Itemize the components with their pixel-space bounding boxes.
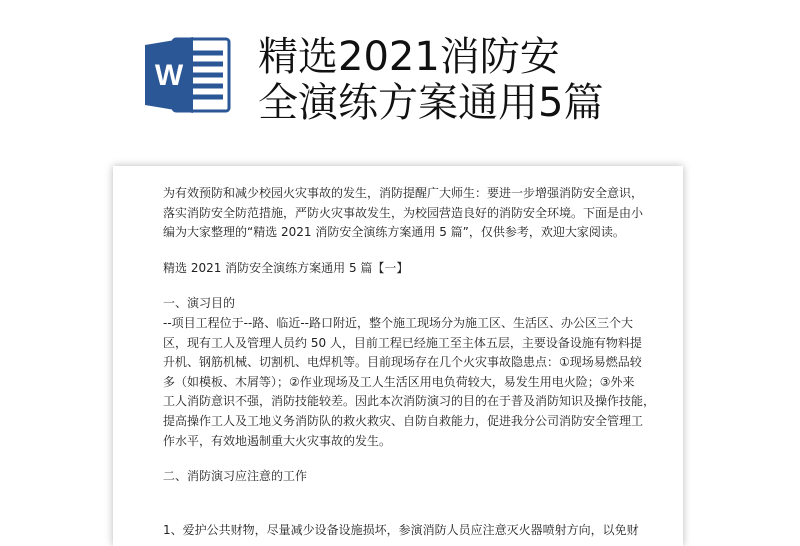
heading-2: 二、消防演习应注意的工作 <box>163 469 308 484</box>
intro-line: 为有效预防和减少校园火灾事故的发生，消防提醒广大师生：要进一步增强消防安全意识， <box>163 186 644 200</box>
para-line: 区，现有工人及管理人员约 50 人，目前工程已经施工至主体五层，主要设备设施有物料提 <box>163 335 642 350</box>
intro-line: 落实消防安全防范措施，严防火灾事故发生，为校园营造良好的消防安全环境。下面是由小 <box>163 205 644 220</box>
section-title: 精选 2021 消防安全演练方案通用 5 篇【一】 <box>163 260 409 275</box>
para-line: 作水平，有效地遏制重大火灾事故的发生。 <box>163 433 392 448</box>
para-line: --项目工程位于--路、临近--路口附近，整个施工现场分为施工区、生活区、办公区三个大 <box>163 315 633 330</box>
document-page <box>113 166 683 546</box>
document-content <box>163 184 656 540</box>
title-line: 精选2021消防安 <box>258 34 560 80</box>
word-document-icon <box>143 33 233 117</box>
intro-line: 编为大家整理的“精选 2021 消防安全演练方案通用 5 篇”，仅供参考，欢迎大家阅读。 <box>163 225 625 240</box>
heading-1: 一、演习目的 <box>163 296 236 311</box>
para-line: 提高操作工人及工地义务消防队的救火救灾、自防自救能力，促进我分公司消防安全管理工 <box>163 413 644 428</box>
para-line: 多（如模板、木屑等）；②作业现场及工人生活区用电负荷较大，易发生用电火险；③外来 <box>163 374 635 389</box>
header <box>0 0 800 150</box>
para-line: 工人消防意识不强，消防技能较差。因此本次消防演习的目的在于普及消防知识及操作技能， <box>163 394 656 409</box>
page-title <box>258 34 603 126</box>
word-icon-letter: W <box>154 59 184 92</box>
para-line: 升机、钢筋机械、切割机、电焊机等。目前现场存在几个火灾事故隐患点：①现场易燃品较 <box>163 355 642 370</box>
para-line: 1、爱护公共财物，尽量减少设备设施损坏，参演消防人员应注意灭火器喷射方向，以免财 <box>163 522 639 537</box>
title-line: 全演练方案通用5篇 <box>258 80 604 126</box>
